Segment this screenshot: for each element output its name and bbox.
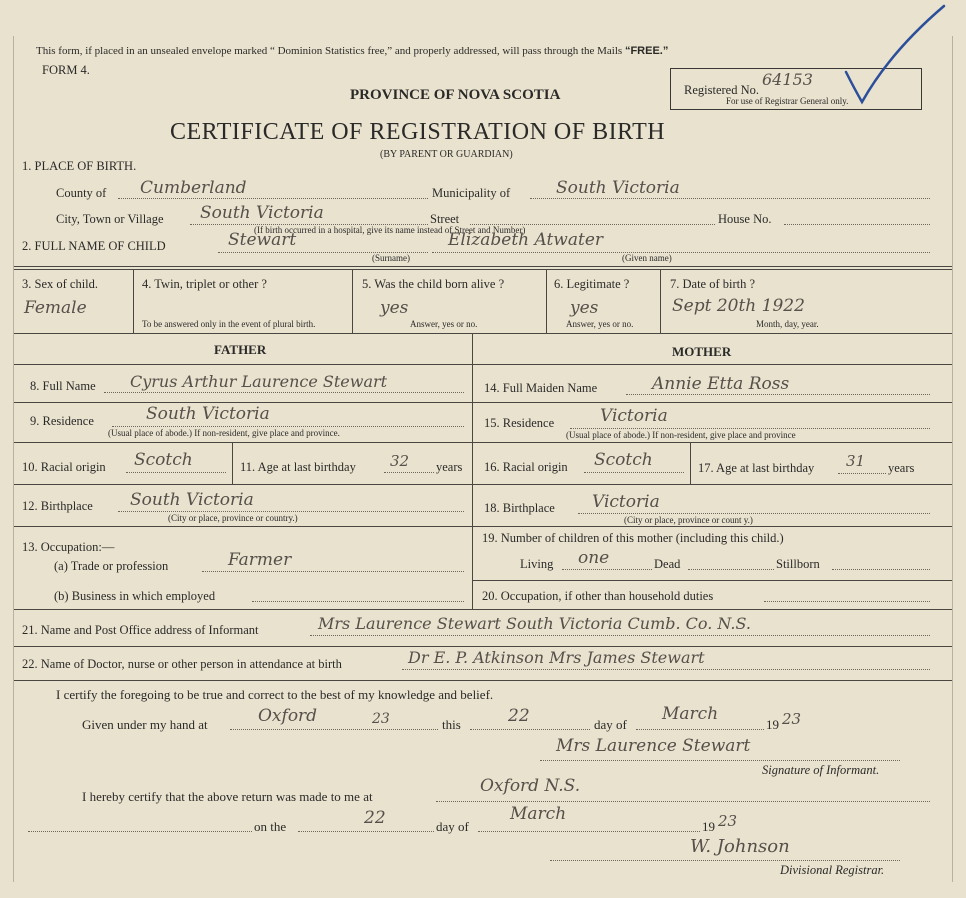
date-note: Month, day, year. xyxy=(756,319,819,329)
informant-line xyxy=(310,635,930,636)
mother-birthplace-value: Victoria xyxy=(592,492,660,512)
house-line xyxy=(784,224,930,225)
father-age-sep xyxy=(232,442,233,484)
given-year-prefix: 19 xyxy=(766,717,779,732)
street-note: (If birth occurred in a hospital, give its name instead of Street and Number) xyxy=(254,225,526,235)
this-label: this xyxy=(442,717,461,732)
municipality-line xyxy=(530,198,930,199)
legitimate-value: yes xyxy=(570,298,599,318)
trade-line xyxy=(202,571,464,572)
row-rule-4 xyxy=(14,526,952,527)
twin-note: To be answered only in the event of plural birth. xyxy=(142,319,316,329)
father-age-label: 11. Age at last birthday xyxy=(240,460,356,474)
mother-name-line xyxy=(626,394,930,395)
mother-occupation-label: 20. Occupation, if other than household duties xyxy=(482,589,714,603)
father-residence-value: South Victoria xyxy=(146,404,270,424)
mother-residence-label: 15. Residence xyxy=(484,416,555,430)
legitimate-note: Answer, yes or no. xyxy=(566,319,634,329)
father-name-line xyxy=(104,392,464,393)
mother-age-value: 31 xyxy=(846,452,866,470)
checkmark-icon xyxy=(840,2,950,110)
child-surname: Stewart xyxy=(228,230,297,250)
registrar-signature: W. Johnson xyxy=(690,836,790,857)
certificate-subtitle: (BY PARENT OR GUARDIAN) xyxy=(380,149,513,160)
return-day-line xyxy=(298,831,434,832)
given-place: Oxford xyxy=(258,706,318,726)
father-racial-line xyxy=(126,472,226,473)
child-given-line xyxy=(432,252,930,253)
given-label: Given under my hand at xyxy=(82,717,208,732)
details-sep-1 xyxy=(133,269,134,333)
mother-residence-note: (Usual place of abode.) If non-resident, give place and province xyxy=(566,430,796,440)
details-bottom-rule xyxy=(14,333,952,334)
living-line xyxy=(562,569,652,570)
municipality-value: South Victoria xyxy=(556,178,680,198)
return-year-prefix: 19 xyxy=(702,819,715,834)
father-age-value: 32 xyxy=(390,452,410,470)
details-sep-4 xyxy=(660,269,661,333)
given-place-line xyxy=(230,729,438,730)
return-lead-line xyxy=(28,831,252,832)
informant-label: 21. Name and Post Office address of Informant xyxy=(22,623,259,637)
father-birthplace-note: (City or place, province or country.) xyxy=(168,513,298,523)
center-divider xyxy=(472,333,473,609)
row-rule-7 xyxy=(14,680,952,681)
return-place: Oxford N.S. xyxy=(480,776,581,796)
city-label: City, Town or Village xyxy=(56,212,164,226)
form-number: FORM 4. xyxy=(42,63,90,77)
given-month: March xyxy=(662,704,719,724)
living-value: one xyxy=(578,548,610,568)
street-label: Street xyxy=(430,212,460,226)
mother-residence-value: Victoria xyxy=(600,406,668,426)
form-left-border xyxy=(13,36,14,882)
registrar-signature-line xyxy=(550,860,900,861)
given-day-of-label: day of xyxy=(594,717,627,732)
return-place-line xyxy=(436,801,930,802)
mother-residence-line xyxy=(570,428,930,429)
surname-caption: (Surname) xyxy=(372,253,410,263)
informant-signature-caption: Signature of Informant. xyxy=(762,763,880,777)
details-top-rule xyxy=(14,266,952,267)
return-day-of-label: day of xyxy=(436,819,469,834)
mother-name-value: Annie Etta Ross xyxy=(652,374,790,394)
dead-line xyxy=(688,569,774,570)
father-residence-label: 9. Residence xyxy=(30,414,94,428)
mother-age-label: 17. Age at last birthday xyxy=(698,461,815,475)
province-heading: PROVINCE OF NOVA SCOTIA xyxy=(350,87,561,103)
children-count-label: 19. Number of children of this mother (including this child.) xyxy=(482,531,784,545)
given-day: 22 xyxy=(508,706,530,726)
row-rule-2 xyxy=(14,442,952,443)
mother-birthplace-note: (City or place, province or count y.) xyxy=(624,515,753,525)
details-sep-3 xyxy=(546,269,547,333)
registered-label: Registered No. xyxy=(684,83,759,97)
registrar-signature-caption: Divisional Registrar. xyxy=(780,863,885,877)
city-value: South Victoria xyxy=(200,203,324,223)
alive-label: 5. Was the child born alive ? xyxy=(362,277,505,291)
doctor-line xyxy=(402,669,930,670)
father-racial-label: 10. Racial origin xyxy=(22,460,106,474)
living-label: Living xyxy=(520,557,554,571)
father-birthplace-line xyxy=(118,511,464,512)
given-month-line xyxy=(636,729,764,730)
dead-label: Dead xyxy=(654,557,681,571)
registrar-note: For use of Registrar General only. xyxy=(726,96,849,106)
father-birthplace-value: South Victoria xyxy=(130,490,254,510)
father-age-line xyxy=(384,472,434,473)
registered-number: 64153 xyxy=(762,70,813,89)
row-rule-6 xyxy=(14,646,952,647)
father-racial-value: Scotch xyxy=(134,450,193,470)
return-month-line xyxy=(478,831,700,832)
details-top-rule-2 xyxy=(14,269,952,270)
alive-value: yes xyxy=(380,298,409,318)
informant-signature-line xyxy=(540,760,900,761)
certificate-title: CERTIFICATE OF REGISTRATION OF BIRTH xyxy=(170,119,666,145)
informant-value: Mrs Laurence Stewart South Victoria Cumb. Co. N.S. xyxy=(318,614,751,633)
return-text: I hereby certify that the above return was made to me at xyxy=(82,789,373,804)
alive-note: Answer, yes or no. xyxy=(410,319,478,329)
child-given-name: Elizabeth Atwater xyxy=(448,230,604,250)
legitimate-label: 6. Legitimate ? xyxy=(554,277,630,291)
date-label: 7. Date of birth ? xyxy=(670,277,756,291)
mother-racial-label: 16. Racial origin xyxy=(484,460,568,474)
mother-name-label: 14. Full Maiden Name xyxy=(484,381,598,395)
mother-age-unit: years xyxy=(888,461,915,475)
mother-occupation-line xyxy=(764,601,930,602)
informant-signature: Mrs Laurence Stewart xyxy=(556,736,751,756)
mother-birthplace-line xyxy=(578,513,930,514)
father-birthplace-label: 12. Birthplace xyxy=(22,499,93,513)
municipality-label: Municipality of xyxy=(432,186,511,200)
return-year: 23 xyxy=(718,812,738,830)
mother-racial-value: Scotch xyxy=(594,450,653,470)
stillborn-label: Stillborn xyxy=(776,557,820,571)
business-line xyxy=(252,601,464,602)
mother-racial-line xyxy=(584,472,684,473)
house-label: House No. xyxy=(718,212,772,226)
father-name-value: Cyrus Arthur Laurence Stewart xyxy=(130,372,388,391)
given-caption: (Given name) xyxy=(622,253,672,263)
mother-age-line xyxy=(838,473,886,474)
row-rule-3 xyxy=(14,484,952,485)
county-line xyxy=(118,198,428,199)
sex-value: Female xyxy=(24,298,87,318)
father-occupation-label: 13. Occupation:— xyxy=(22,540,115,554)
twin-label: 4. Twin, triplet or other ? xyxy=(142,277,267,291)
stillborn-line xyxy=(832,569,930,570)
place-heading: 1. PLACE OF BIRTH. xyxy=(22,159,137,173)
father-residence-note: (Usual place of abode.) If non-resident, give place and province. xyxy=(108,428,340,438)
doctor-label: 22. Name of Doctor, nurse or other person in attendance at birth xyxy=(22,657,342,671)
father-residence-line xyxy=(112,426,464,427)
form-right-border xyxy=(952,36,953,882)
date-value: Sept 20th 1922 xyxy=(672,296,805,316)
return-month: March xyxy=(510,804,567,824)
mother-birthplace-label: 18. Birthplace xyxy=(484,501,555,515)
row-rule-5 xyxy=(14,609,952,610)
given-year: 23 xyxy=(782,710,802,728)
doctor-value: Dr E. P. Atkinson Mrs James Stewart xyxy=(408,648,705,667)
row-rule-1 xyxy=(14,402,952,403)
mail-notice-text: This form, if placed in an unsealed envelope marked “ Dominion Statistics free,” and properly addressed, will pass through the Mails xyxy=(36,45,625,57)
mail-notice-free: “FREE.” xyxy=(624,45,669,57)
county-label: County of xyxy=(56,186,107,200)
given-mark: 23 xyxy=(372,711,390,727)
mail-notice xyxy=(36,46,668,57)
father-age-unit: years xyxy=(436,460,463,474)
mother-occ-rule xyxy=(472,580,952,581)
details-sep-2 xyxy=(352,269,353,333)
return-day: 22 xyxy=(364,808,386,828)
child-label: 2. FULL NAME OF CHILD xyxy=(22,239,166,253)
mother-age-sep xyxy=(690,442,691,484)
sex-label: 3. Sex of child. xyxy=(22,277,99,291)
certify-text: I certify the foregoing to be true and correct to the best of my knowledge and belief. xyxy=(56,687,494,702)
business-label: (b) Business in which employed xyxy=(54,589,216,603)
trade-value: Farmer xyxy=(228,550,292,570)
heading-rule xyxy=(14,364,952,365)
trade-label: (a) Trade or profession xyxy=(54,559,169,573)
given-day-line xyxy=(470,729,590,730)
on-the-label: on the xyxy=(254,819,287,834)
county-value: Cumberland xyxy=(140,178,247,198)
mother-heading: MOTHER xyxy=(672,344,732,359)
father-heading: FATHER xyxy=(214,342,267,357)
father-name-label: 8. Full Name xyxy=(30,379,96,393)
